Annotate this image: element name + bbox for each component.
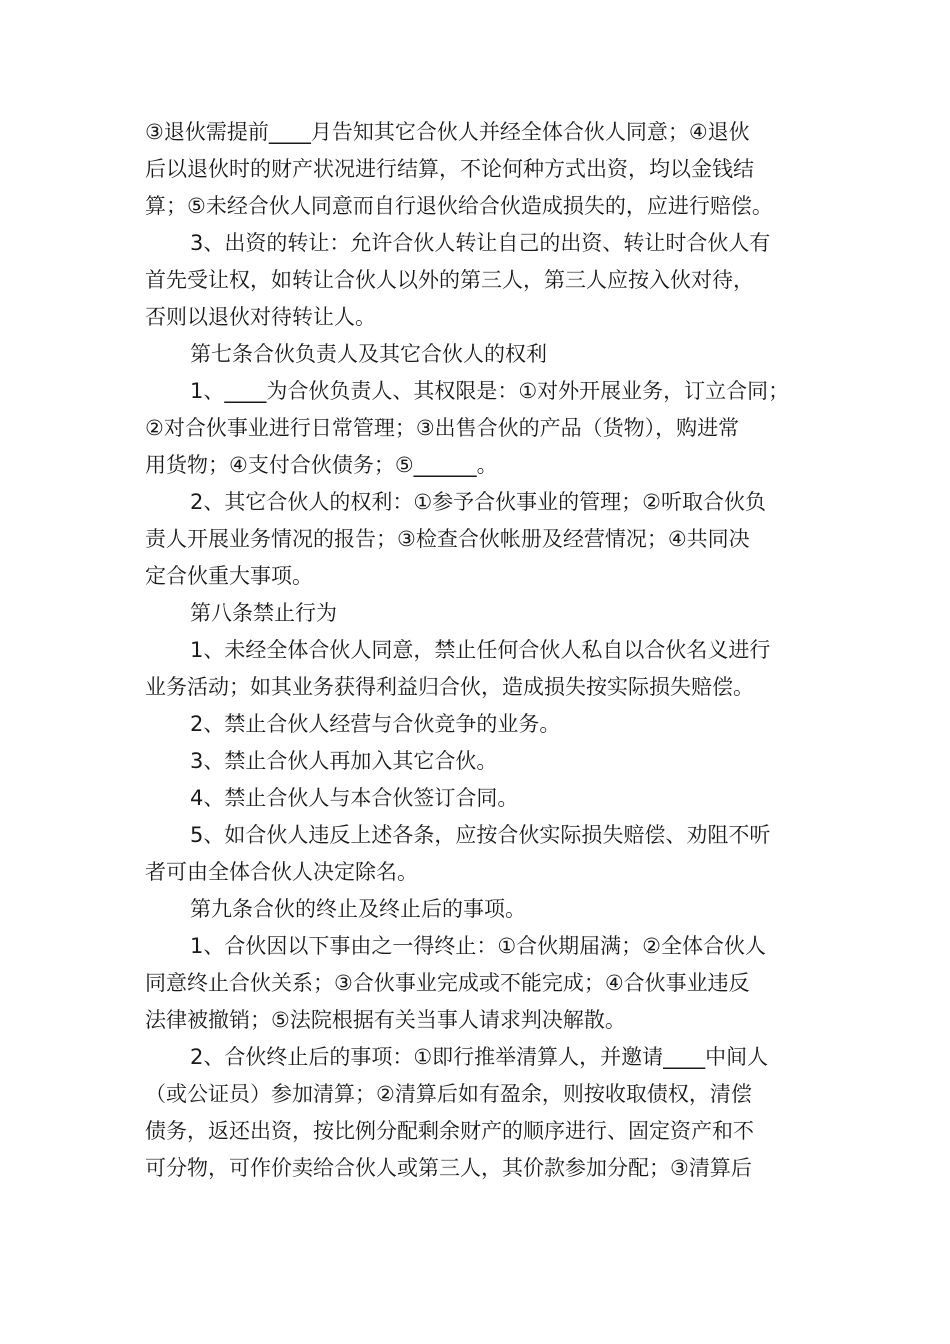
section-heading: 第七条合伙负责人及其它合伙人的权利 <box>190 342 547 366</box>
text-line: 用货物；④支付合伙债务；⑤______。 <box>145 453 498 477</box>
text-line: 后以退伙时的财产状况进行结算，不论何种方式出资，均以金钱结 <box>145 157 754 181</box>
text-line: （或公证员）参加清算；②清算后如有盈余，则按收取债权，清偿 <box>145 1082 752 1106</box>
text-line: 者可由全体合伙人决定除名。 <box>145 860 418 884</box>
text-line: 3、出资的转让：允许合伙人转让自己的出资、转让时合伙人有 <box>190 231 771 255</box>
text-line: 2、其它合伙人的权利：①参予合伙事业的管理；②听取合伙负 <box>190 490 767 514</box>
text-line: 2、合伙终止后的事项：①即行推举清算人，并邀请____中间人 <box>190 1045 769 1069</box>
text-line: 可分物，可作价卖给合伙人或第三人，其价款参加分配；③清算后 <box>145 1156 752 1180</box>
text-line: 法律被撤销；⑤法院根据有关当事人请求判决解散。 <box>145 1008 626 1032</box>
text-line: 1、未经全体合伙人同意，禁止任何合伙人私自以合伙名义进行 <box>190 638 771 662</box>
section-heading: 第九条合伙的终止及终止后的事项。 <box>190 897 526 921</box>
text-line: 业务活动；如其业务获得利益归合伙，造成损失按实际损失赔偿。 <box>145 675 754 699</box>
text-line: 同意终止合伙关系；③合伙事业完成或不能完成；④合伙事业违反 <box>145 971 750 995</box>
text-line: ③退伙需提前____月告知其它合伙人并经全体合伙人同意；④退伙 <box>145 120 750 144</box>
text-line: 定合伙重大事项。 <box>145 564 313 588</box>
text-line: 2、禁止合伙人经营与合伙竞争的业务。 <box>190 712 561 736</box>
text-line: 4、禁止合伙人与本合伙签订合同。 <box>190 786 519 810</box>
text-line: ②对合伙事业进行日常管理；③出售合伙的产品（货物），购进常 <box>145 416 740 440</box>
text-line: 1、合伙因以下事由之一得终止：①合伙期届满；②全体合伙人 <box>190 934 767 958</box>
text-line: 责人开展业务情况的报告；③检查合伙帐册及经营情况；④共同决 <box>145 527 750 551</box>
text-line: 3、禁止合伙人再加入其它合伙。 <box>190 749 498 773</box>
text-line: 债务，返还出资，按比例分配剩余财产的顺序进行、固定资产和不 <box>145 1119 754 1143</box>
text-line: 1、____为合伙负责人、其权限是：①对外开展业务，订立合同； <box>190 379 790 403</box>
text-line: 5、如合伙人违反上述各条，应按合伙实际损失赔偿、劝阻不听 <box>190 823 771 847</box>
text-line: 否则以退伙对待转让人。 <box>145 305 376 329</box>
text-line: 算；⑤未经合伙人同意而自行退伙给合伙造成损失的，应进行赔偿。 <box>145 194 773 218</box>
text-line: 首先受让权，如转让合伙人以外的第三人，第三人应按入伙对待， <box>145 268 754 292</box>
section-heading: 第八条禁止行为 <box>190 601 337 625</box>
